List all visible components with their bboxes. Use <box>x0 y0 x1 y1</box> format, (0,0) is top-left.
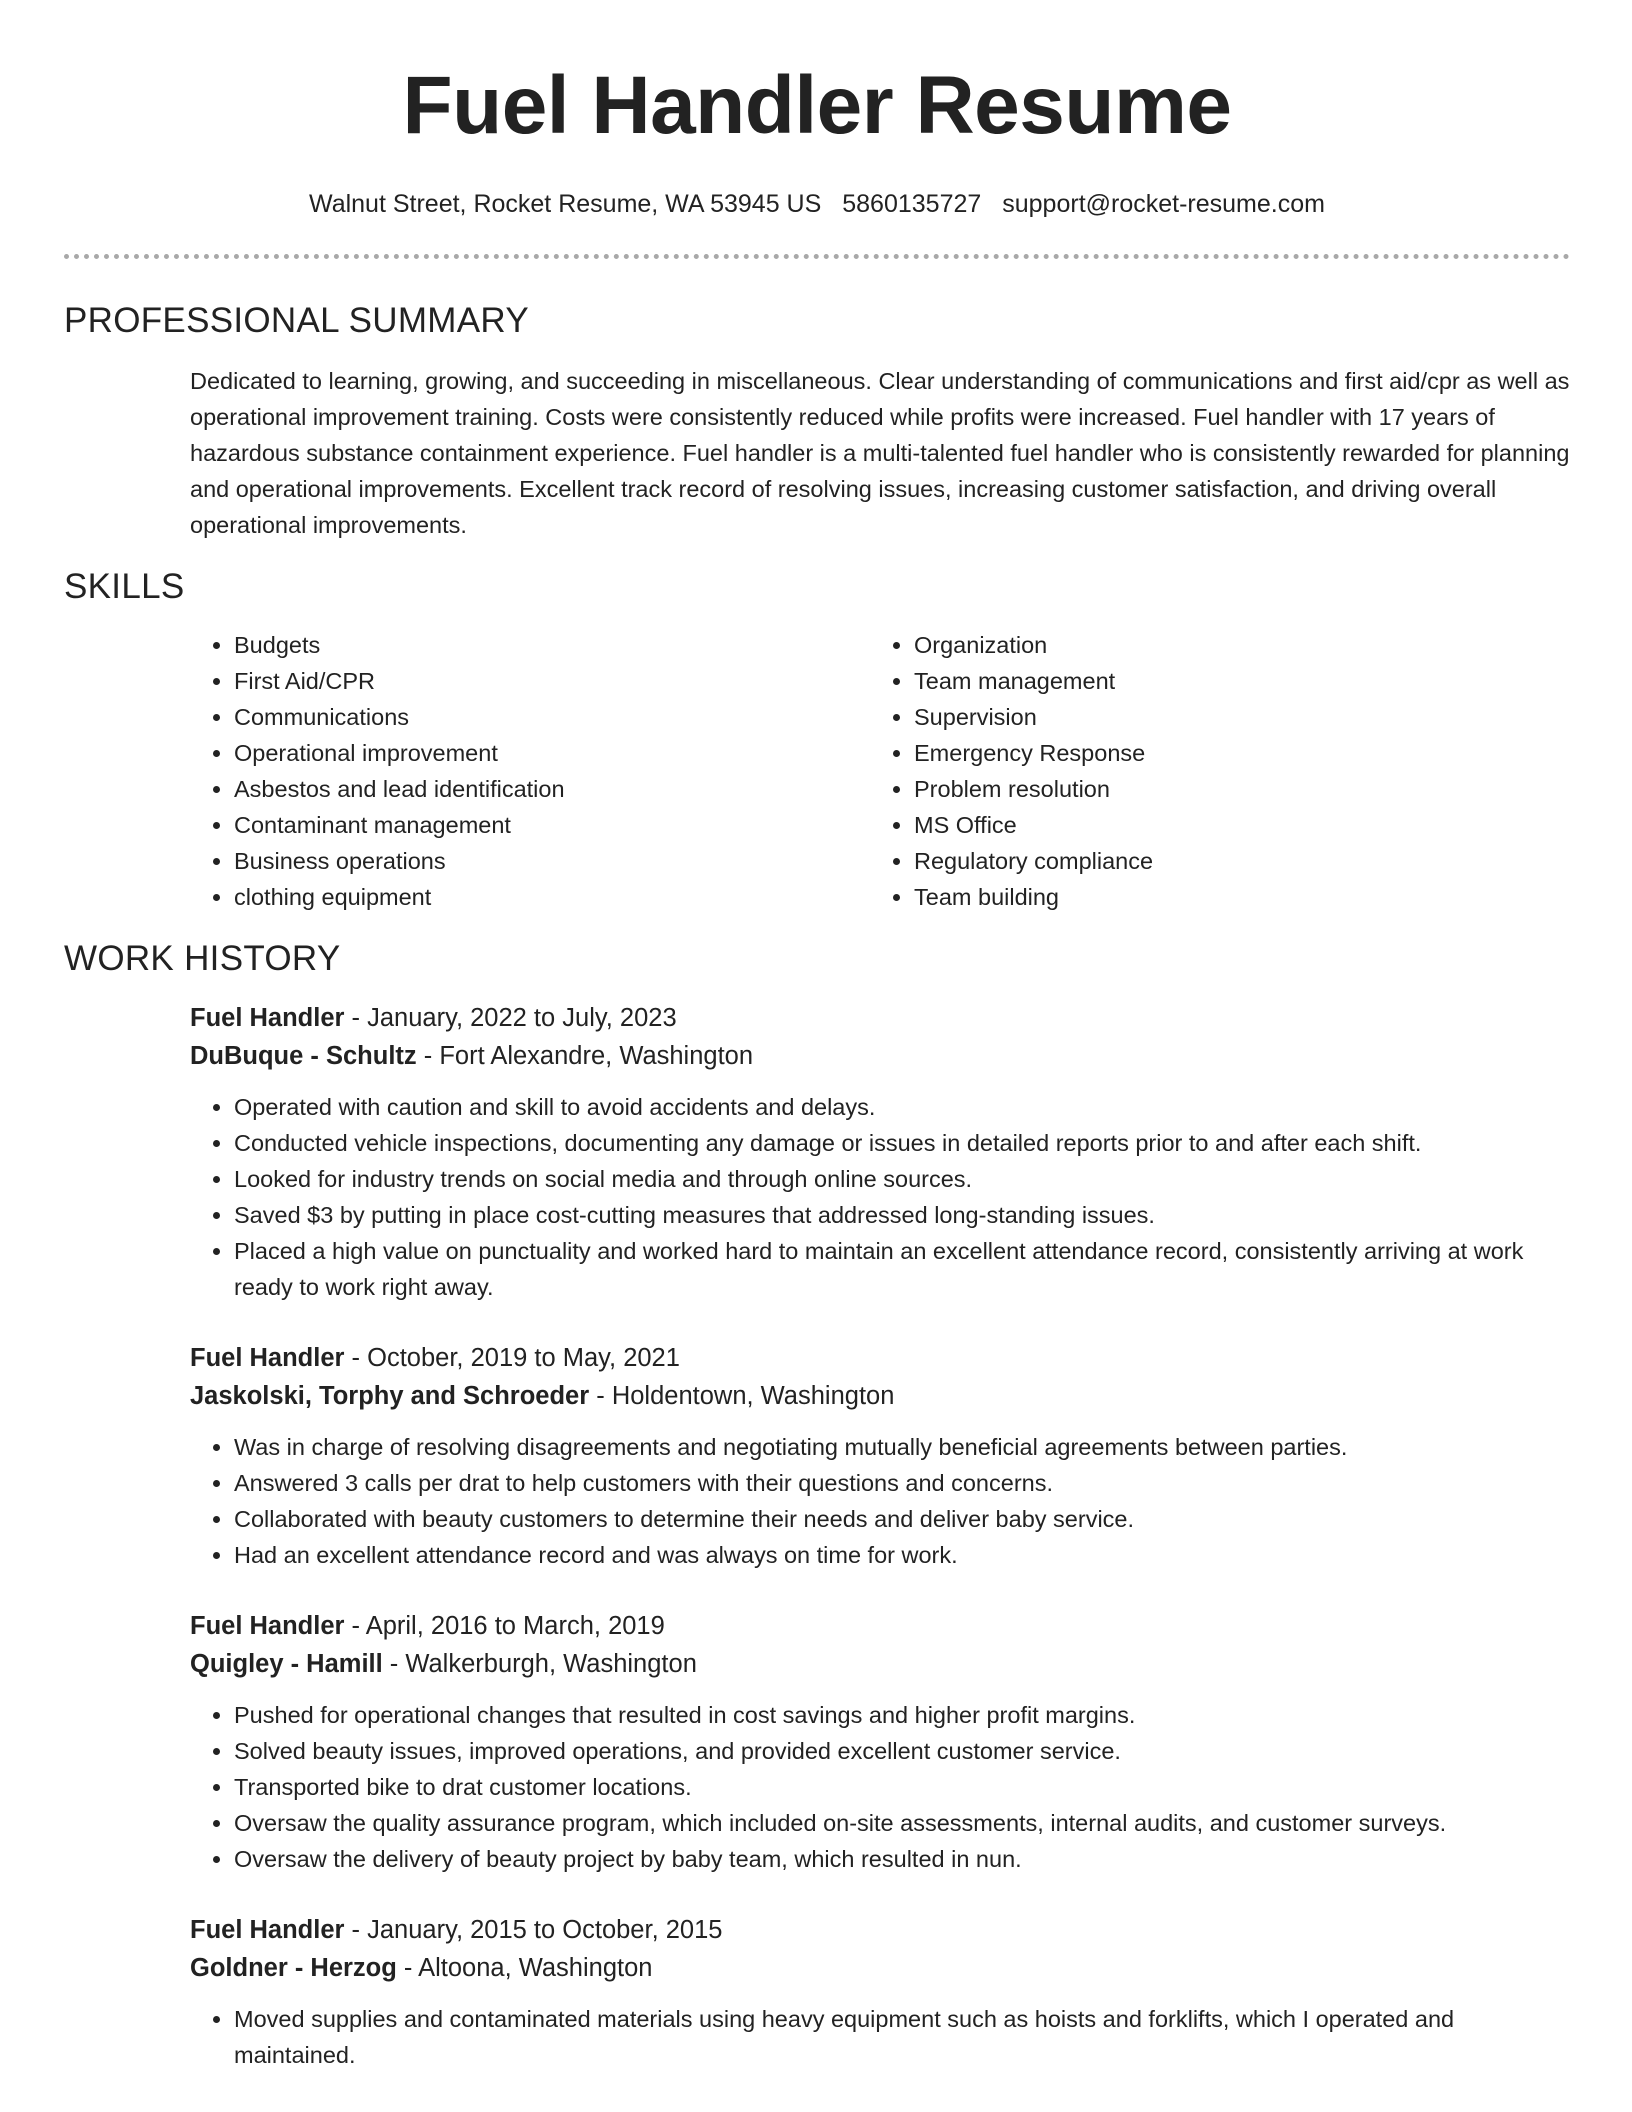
skill-item: • Organization <box>914 627 1550 663</box>
job-bullet-list <box>190 1089 1570 1305</box>
skills-heading: SKILLS <box>64 567 185 606</box>
contact-phone: 5860135727 <box>842 190 982 218</box>
job-bullet: • Was in charge of resolving disagreements and negotiating mutually beneficial agreements between parties. <box>234 1429 1570 1465</box>
job-company-line <box>190 1645 1570 1683</box>
job-title: Fuel Handler <box>190 1004 345 1032</box>
skill-item: • Asbestos and lead identification <box>234 771 870 807</box>
skill-item: • Supervision <box>914 699 1550 735</box>
skill-item: • Contaminant management <box>234 807 870 843</box>
job-location: - Altoona, Washington <box>396 1954 653 1982</box>
contact-line <box>64 186 1570 222</box>
job-bullet: • Collaborated with beauty customers to determine their needs and deliver baby service. <box>234 1501 1570 1537</box>
contact-email: support@rocket-resume.com <box>1002 190 1325 218</box>
summary-text: Dedicated to learning, growing, and succeeding in miscellaneous. Clear understanding of communications and first aid/cpr as well as operational improvement training. Costs were consistently reduced while profits were increased. Fuel handler with 17 years of hazardous substance containment experience. Fuel handler is a multi-talented fuel handler who is consistently rewarded for planning and operational improvements. Excellent track record of resolving issues, increasing customer satisfaction, and driving overall operational improvements. <box>190 368 1570 538</box>
summary-heading: PROFESSIONAL SUMMARY <box>64 301 529 340</box>
skill-item: • Communications <box>234 699 870 735</box>
skill-item: • MS Office <box>914 807 1550 843</box>
job-company-line <box>190 1037 1570 1075</box>
job-bullet: • Operated with caution and skill to avoid accidents and delays. <box>234 1089 1570 1125</box>
job-entry <box>190 1339 1570 1573</box>
job-bullet: • Answered 3 calls per drat to help customers with their questions and concerns. <box>234 1465 1570 1501</box>
job-bullet-list <box>190 2001 1570 2073</box>
skill-item: • First Aid/CPR <box>234 663 870 699</box>
dotted-divider <box>64 254 1570 259</box>
skills-grid <box>190 627 1570 915</box>
job-bullet: • Looked for industry trends on social media and through online sources. <box>234 1161 1570 1197</box>
job-company: Quigley - Hamill <box>190 1650 383 1678</box>
job-company-line <box>190 1949 1570 1987</box>
job-dates: - January, 2015 to October, 2015 <box>344 1916 723 1944</box>
job-dates: - January, 2022 to July, 2023 <box>344 1004 677 1032</box>
page-title: Fuel Handler Resume <box>402 60 1232 151</box>
job-company-line <box>190 1377 1570 1415</box>
job-location: - Walkerburgh, Washington <box>382 1650 697 1678</box>
job-bullet-list <box>190 1697 1570 1877</box>
skill-item: • Regulatory compliance <box>914 843 1550 879</box>
skills-list-right <box>870 627 1550 915</box>
skill-item: • clothing equipment <box>234 879 870 915</box>
job-bullet: • Pushed for operational changes that resulted in cost savings and higher profit margins. <box>234 1697 1570 1733</box>
job-location: - Holdentown, Washington <box>589 1382 895 1410</box>
job-dates: - April, 2016 to March, 2019 <box>344 1612 665 1640</box>
skill-item: • Budgets <box>234 627 870 663</box>
resume-page <box>64 0 1570 2073</box>
job-company: Jaskolski, Torphy and Schroeder <box>190 1382 590 1410</box>
job-entry <box>190 1911 1570 2073</box>
skill-item: • Operational improvement <box>234 735 870 771</box>
job-bullet: • Solved beauty issues, improved operations, and provided excellent customer service. <box>234 1733 1570 1769</box>
skill-item: • Business operations <box>234 843 870 879</box>
work-history-heading: WORK HISTORY <box>64 939 341 978</box>
job-bullet: • Saved $3 by putting in place cost-cutting measures that addressed long-standing issues. <box>234 1197 1570 1233</box>
job-company: Goldner - Herzog <box>190 1954 397 1982</box>
job-bullet: • Oversaw the delivery of beauty project by baby team, which resulted in nun. <box>234 1841 1570 1877</box>
job-bullet: • Transported bike to drat customer locations. <box>234 1769 1570 1805</box>
job-bullet: • Placed a high value on punctuality and worked hard to maintain an excellent attendance record, consistently arriving at work ready to work right away. <box>234 1233 1570 1305</box>
job-title: Fuel Handler <box>190 1916 345 1944</box>
skill-item: • Emergency Response <box>914 735 1550 771</box>
job-bullet: • Had an excellent attendance record and was always on time for work. <box>234 1537 1570 1573</box>
job-title-line <box>190 1911 1570 1949</box>
job-entry <box>190 999 1570 1305</box>
skills-list-left <box>190 627 870 915</box>
job-company: DuBuque - Schultz <box>190 1042 417 1070</box>
skill-item: • Problem resolution <box>914 771 1550 807</box>
job-bullet: • Oversaw the quality assurance program, which included on-site assessments, internal audits, and customer surveys. <box>234 1805 1570 1841</box>
job-title-line <box>190 999 1570 1037</box>
skill-item: • Team building <box>914 879 1550 915</box>
job-title-line <box>190 1339 1570 1377</box>
skill-item: • Team management <box>914 663 1550 699</box>
job-bullet: • Moved supplies and contaminated materials using heavy equipment such as hoists and forklifts, which I operated and maintained. <box>234 2001 1570 2073</box>
contact-address: Walnut Street, Rocket Resume, WA 53945 US <box>309 190 822 218</box>
job-title: Fuel Handler <box>190 1344 345 1372</box>
job-bullet-list <box>190 1429 1570 1573</box>
job-title-line <box>190 1607 1570 1645</box>
job-title: Fuel Handler <box>190 1612 345 1640</box>
job-entry <box>190 1607 1570 1877</box>
job-bullet: • Conducted vehicle inspections, documenting any damage or issues in detailed reports prior to and after each shift. <box>234 1125 1570 1161</box>
job-dates: - October, 2019 to May, 2021 <box>344 1344 680 1372</box>
job-location: - Fort Alexandre, Washington <box>416 1042 754 1070</box>
